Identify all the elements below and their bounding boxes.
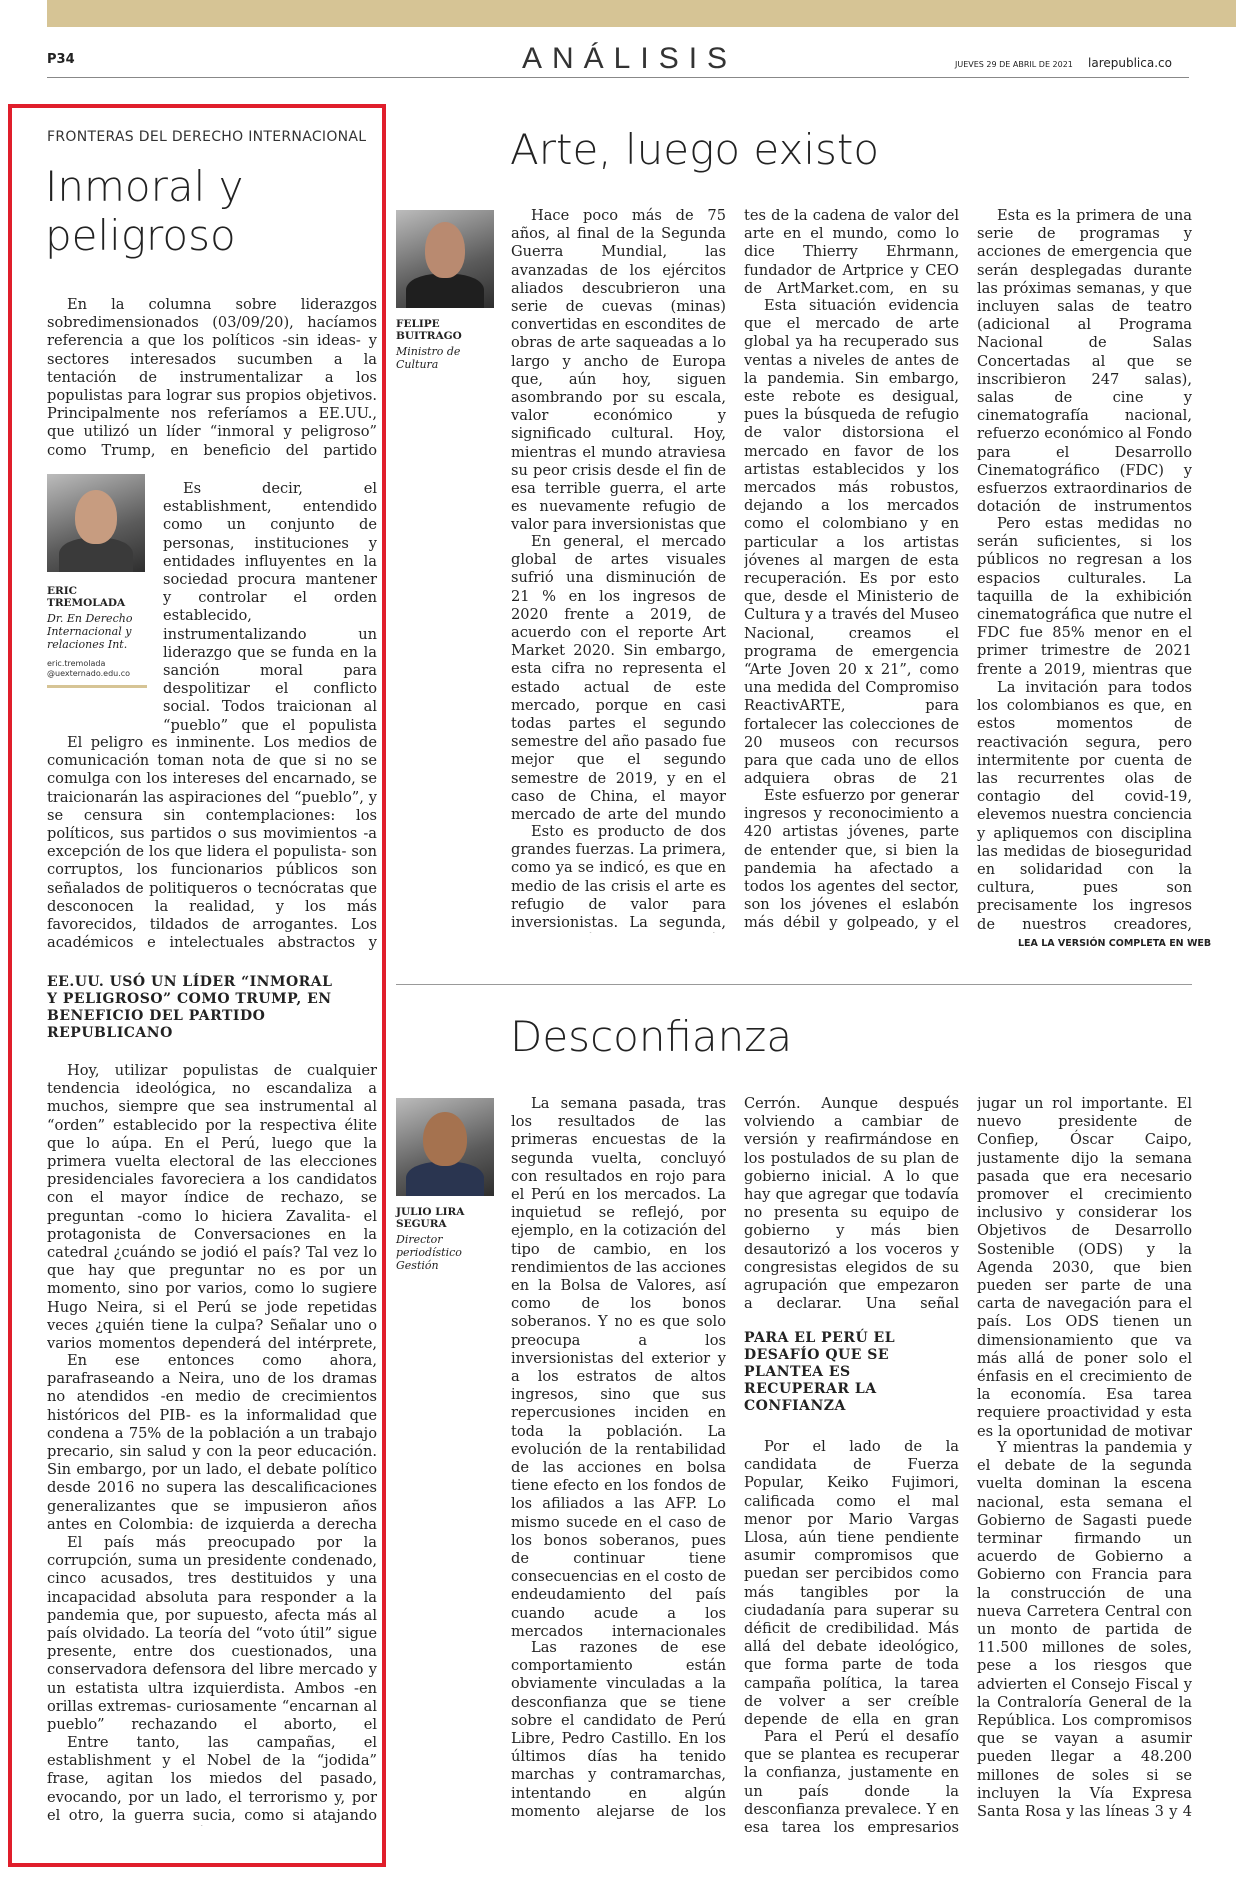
desc-title: Desconfianza xyxy=(510,1012,793,1061)
desc-subhead: PARA EL PERÚ EL DESAFÍO QUE SE PLANTEA ES RECUPERAR LA CONFIANZA xyxy=(744,1330,896,1414)
paragraph: Las razones de ese comportamiento están obviamente vinculadas a la desconfianza que se tiene sobre el candidato de Perú Libre, Pedro Castillo. En los últimos días ha tenido marchas y contramarchas, intentando en algún momento alejarse de los xyxy=(511,1639,726,1820)
arte-column-1 xyxy=(511,207,726,933)
paragraph: El país más preocupado por la corrupción, suma un presidente condenado, cinco acusados, tres destituidos y una incapacidad absoluta para responder a la pandemia que, por supuesto, afecta más al país olvidado. La teoría del “voto útil” sigue presente, entre dos cuestionados, una conservadora defensora del libre mercado y un estatista ultra izquierdista. Ambos -en orillas extremas- curiosamente “encarnan al pueblo” rechazando el aborto, el xyxy=(47,1534,377,1734)
section-title: ANÁLISIS xyxy=(522,42,738,75)
author-bar xyxy=(47,685,147,688)
author-box-arte xyxy=(396,318,494,371)
left-body-2 xyxy=(47,1062,377,1826)
paragraph: Por el lado de la candidata de Fuerza Popular, Keiko Fujimori, calificada como el mal menor por Mario Vargas Llosa, aún tiene pendiente asumir compromisos que puedan ser percibidos como más tangibles por la ciudadanía para superar su déficit de credibilidad. Más allá del debate ideológico, que forma parte de toda campaña política, la tarea de volver a ser creíble depende de ella en gran xyxy=(744,1438,959,1728)
author-name: JULIO LIRA SEGURA xyxy=(396,1206,465,1230)
desc-column-2b xyxy=(744,1438,959,1838)
author-box-desc xyxy=(396,1206,494,1272)
author-photo-lira xyxy=(396,1098,494,1196)
paragraph: Para el Perú el desafío que se plantea es recuperar la confianza, justamente en un país donde la desconfianza prevalece. Y en esa tarea los empresarios xyxy=(744,1728,959,1837)
header-rule xyxy=(47,77,1189,78)
top-color-bar xyxy=(47,0,1236,27)
author-photo-tremolada xyxy=(47,474,145,572)
arte-column-3 xyxy=(977,207,1192,933)
read-more-link[interactable]: LEA LA VERSIÓN COMPLETA EN WEB xyxy=(1018,938,1212,949)
left-article-title: Inmoral y peligroso xyxy=(45,162,244,260)
paragraph: Pero estas medidas no serán suficientes, si los públicos no regresan a los espacios culturales. La taquilla de la exhibición cinematográfica que nutre el FDC fue 85% menor en el primer trimestre de 2021 frente a 2019, mientras que xyxy=(977,515,1192,678)
left-wrap-column xyxy=(163,480,377,734)
arte-title: Arte, luego existo xyxy=(510,125,880,174)
paragraph: La semana pasada, tras los resultados de las primeras encuestas de la segunda vuelta, concluyó con resultados en rojo para el Perú en los mercados. La inquietud se reflejó, por ejemplo, en la cotización del tipo de cambio, en los rendimientos de las acciones en la Bolsa de Valores, así como de los bonos soberanos. Y no es que solo preocupa a los inversionistas del exterior y a los estratos de altos ingresos, sino que sus repercusiones inciden en toda la población. La evolución de la rentabilidad de las acciones en bolsa tiene efecto en los fondos de los afiliados a las AFP. Lo mismo sucede en el caso de los bonos soberanos, pues de continuar tiene consecuencias en el costo de endeudamiento del país cuando acude a los mercados internacionales xyxy=(511,1095,726,1639)
paragraph: Entre tanto, las campañas, el establishment y el Nobel de la “jodida” frase, agitan los miedos del pasado, evocando, por un lado, el terrorismo y, por el otro, la guerra sucia, como si atajando xyxy=(47,1734,377,1824)
left-intro xyxy=(47,296,377,458)
left-body-1 xyxy=(47,734,377,952)
paragraph: Esto es producto de dos grandes fuerzas. La primera, como ya se indicó, es que en medio de las crisis el arte es refugio de valor para inversionistas. La segunda, xyxy=(511,823,726,932)
paragraph: Esta situación evidencia que el mercado de arte global ya ha recuperado sus ventas a niveles de antes de la pandemia. Sin embargo, este rebote es desigual, pues la búsqueda de refugio de valor distorsiona el mercado en favor de los artistas establecidos y los mercados más robustos, dejando a los mercados como el colombiano y en particular a los artistas jóvenes al margen de esta recuperación. Es por esto que, desde el Ministerio de Cultura y a través del Museo Nacional, creamos el programa de emergencia “Arte Joven 20 x 21”, como una medida del Compromiso ReactivARTE, para fortalecer las colecciones de 20 museos con recursos para que cada uno de ellos adquiera obras de 21 xyxy=(744,297,959,787)
left-subhead: EE.UU. USÓ UN LÍDER “INMORAL Y PELIGROSO” COMO TRUMP, EN BENEFICIO DEL PARTIDO REPUBLICANO xyxy=(47,974,333,1041)
author-name: FELIPE BUITRAGO xyxy=(396,318,462,342)
paragraph: Es decir, el establishment, entendido como un conjunto de personas, instituciones y entidades influyentes en la sociedad procura mantener y controlar el orden establecido, instrumentalizando un liderazgo que se funda en la sanción moral para despolitizar el conflicto social. Todos traicionan al “pueblo” que el populista xyxy=(163,480,377,734)
issue-date: JUEVES 29 DE ABRIL DE 2021 xyxy=(955,60,1073,69)
paragraph: tes de la cadena de valor del arte en el mundo, como lo dice Thierry Ehrmann, fundador de Artprice y CEO de ArtMarket.com, en su xyxy=(744,207,959,297)
paragraph: En ese entonces como ahora, parafraseando a Neira, uno de los dramas no atendidos -en medio de crecimientos históricos del PIB- es la informalidad que condena a 75% de la población a un trabajo precario, sin salud y con la peor educación. Sin embargo, por un lado, el debate político desde 2016 no supera las descalificaciones generalizantes que se impusieron años antes en Colombia: de izquierda a derecha xyxy=(47,1352,377,1533)
paragraph: El peligro es inminente. Los medios de comunicación toman nota de que si no se comulga con los intereses del encarnado, se traicionarán las aspiraciones del “pueblo”, y se censura sin contemplaciones: los políticos, sus partidos o sus movimientos -a excepción de los que lidera el populista- son corruptos, los funcionarios públicos son señalados de politiqueros o tecnócratas que desconocen la realidad, y los más favorecidos, tildados de arrogantes. Los académicos e intelectuales abstractos y xyxy=(47,734,377,952)
paragraph: Hace poco más de 75 años, al final de la Segunda Guerra Mundial, las avanzadas de los ejércitos aliados descubrieron una serie de cuevas (minas) convertidas en escondites de obras de arte saqueadas a lo largo y ancho de Europa que, aún hoy, siguen asombrando por su escala, valor económico y significado cultural. Hoy, mientras el mundo atraviesa su peor crisis desde el fin de esa terrible guerra, el arte es nuevamente refugio de valor para inversionistas que xyxy=(511,207,726,533)
paragraph: jugar un rol importante. El nuevo presidente de Confiep, Óscar Caipo, justamente dijo la semana pasada que era necesario promover el crecimiento inclusivo y considerar los Objetivos de Desarrollo Sostenible (ODS) y la Agenda 2030, que bien pueden ser parte de una carta de navegación para el país. Los ODS tienen un dimensionamiento que va más allá de poner solo el énfasis en el crecimiento de la economía. Esa tarea requiere proactividad y esta es la oportunidad de motivar xyxy=(977,1095,1192,1439)
desc-column-2 xyxy=(744,1095,959,1313)
author-email: eric.tremolada @uexternado.edu.co xyxy=(47,659,131,678)
desc-column-1 xyxy=(511,1095,726,1821)
paragraph: Este esfuerzo por generar ingresos y reconocimiento a 420 artistas jóvenes, parte de entender que, si bien la pandemia ha afectado a todos los agentes del sector, son los jóvenes el eslabón más débil y golpeado, y el xyxy=(744,787,959,932)
paragraph: Cerrón. Aunque después volviendo a cambiar de versión y reafirmándose en los postulados de su plan de gobierno inicial. A lo que hay que agregar que todavía no presenta su equipo de gobierno y más bien desautorizó a los voceros y congresistas elegidos de su agrupación que empezaron a declarar. Una señal xyxy=(744,1095,959,1313)
author-role: Ministro de Cultura xyxy=(396,345,461,371)
author-role: Director periodístico Gestión xyxy=(396,1233,462,1272)
article-divider xyxy=(396,984,1192,985)
author-name: ERIC TREMOLADA xyxy=(47,585,126,609)
paragraph: Y mientras la pandemia y el debate de la segunda vuelta dominan la escena nacional, esta semana el Gobierno de Sagasti puede terminar firmando un acuerdo de Gobierno a Gobierno con Francia para la construcción de una nueva Carretera Central con un monto de partida de 11.500 millones de soles, pese a los riesgos que advierten el Consejo Fiscal y la Contraloría General de la República. Los compromisos que se vayan a asumir pueden llegar a 48.200 millones de soles si se incluyen la Vía Expresa Santa Rosa y las líneas 3 y 4 xyxy=(977,1439,1192,1819)
paragraph: En general, el mercado global de artes visuales sufrió una disminución de 21 % en los ingresos de 2020 frente a 2019, de acuerdo con el reporte Art Market 2020. Sin embargo, esta cifra no representa el estado actual de este mercado, porque en casi todas partes el segundo semestre del año pasado fue mejor que el segundo semestre de 2019, y en el caso de China, el mayor mercado de arte del mundo xyxy=(511,533,726,823)
arte-column-2 xyxy=(744,207,959,933)
site-name: larepublica.co xyxy=(1088,56,1172,70)
kicker: FRONTERAS DEL DERECHO INTERNACIONAL xyxy=(47,129,367,145)
paragraph: Esta es la primera de una serie de programas y acciones de emergencia que serán desplegadas durante las próximas semanas, y que incluyen salas de teatro (adicional al Programa Nacional de Salas Concertadas al que se inscribieron 247 salas), salas de cine y cinematografía nacional, refuerzo económico al Fondo para el Desarrollo Cinematográfico (FDC) y esfuerzos extraordinarios de dotación de instrumentos xyxy=(977,207,1192,515)
author-photo-buitrago xyxy=(396,210,494,308)
paragraph: En la columna sobre liderazgos sobredimensionados (03/09/20), hacíamos referencia a que los políticos -sin ideas- y sectores interesados sucumben a la tentación de instrumentalizar a los populistas para lograr sus propios objetivos. Principalmente nos referíamos a EE.UU., que utilizó un líder “inmoral y peligroso” como Trump, en beneficio del partido xyxy=(47,296,377,458)
page-number: P34 xyxy=(47,52,75,67)
paragraph: La invitación para todos los colombianos es que, en estos momentos de reactivación segura, pero intermitente por cuenta de las recurrentes olas de contagio del covid-19, elevemos nuestra conciencia y apliquemos con disciplina las medidas de bioseguridad en solidaridad con la cultura, pues son precisamente los ingresos de nuestros creadores, xyxy=(977,679,1192,933)
desc-column-3 xyxy=(977,1095,1192,1819)
author-role: Dr. En Derecho Internacional y relaciones Int. xyxy=(47,612,133,651)
paragraph: Hoy, utilizar populistas de cualquier tendencia ideológica, no escandaliza a muchos, siempre que sea instrumental al “orden” establecido por la respectiva élite que lo aúpa. En el Perú, luego que la primera vuelta electoral de las elecciones presidenciales favoreciera a los candidatos con el mayor índice de rechazo, se preguntan -como lo hiciera Zavalita- el protagonista de Conversaciones en la catedral ¿cuándo se jodió el país? Tal vez lo que hay que preguntar no es por un momento, sino por varios, como lo sugiere Hugo Neira, si el Perú se jode repetidas veces ¿quién tiene la culpa? Señalar uno o varios momentos dependerá del intérprete, xyxy=(47,1062,377,1352)
author-box-left xyxy=(47,585,152,688)
